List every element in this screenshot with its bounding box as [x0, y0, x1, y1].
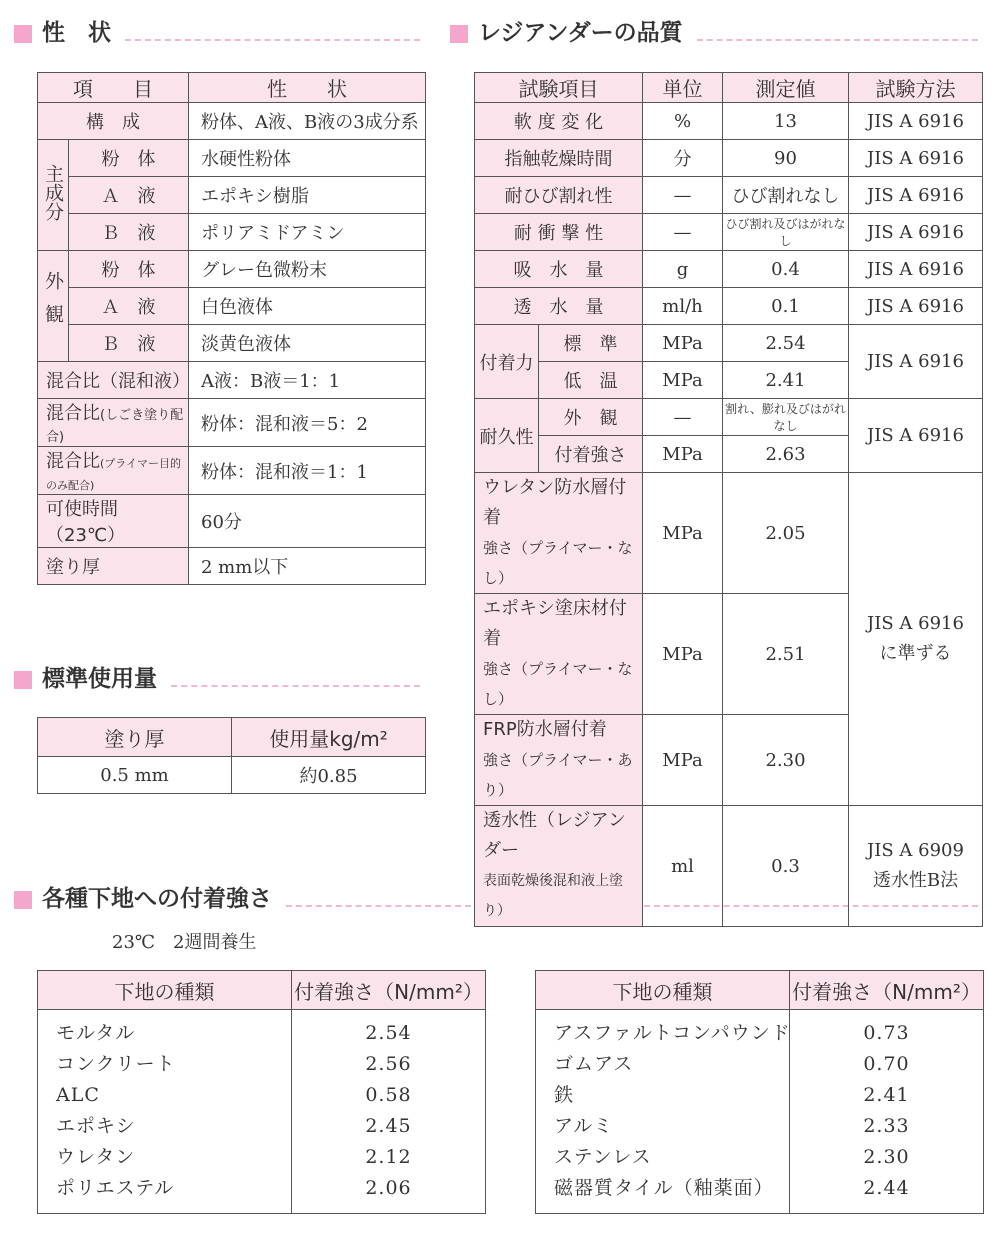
test-item: 透 水 量 — [475, 288, 643, 325]
substrate-list — [536, 1010, 790, 1214]
pink-square-icon — [14, 891, 32, 909]
table-header-row — [38, 73, 426, 103]
header-strength: 付着強さ（N/mm²） — [292, 971, 486, 1010]
table-row — [475, 806, 983, 927]
table-row — [475, 177, 983, 214]
list-item: モルタル — [56, 1022, 136, 1044]
list-item: エポキシ — [56, 1115, 136, 1137]
test-item: 透水性（レジアンダー 表面乾燥後混和液上塗り） — [475, 806, 643, 927]
table-row — [475, 399, 983, 436]
unit: MPa — [643, 473, 723, 594]
test-item: エポキシ塗床材付着 強さ（プライマー・なし） — [475, 594, 643, 715]
unit: % — [643, 103, 723, 140]
list-value: 0.58 — [365, 1084, 412, 1106]
strength-list — [790, 1010, 984, 1214]
header-item: 試験項目 — [475, 73, 643, 103]
value: 2.63 — [723, 436, 849, 473]
list-item: ステンレス — [554, 1146, 652, 1168]
method: JIS A 6916 — [849, 103, 983, 140]
table-row — [38, 447, 426, 495]
header-substrate: 下地の種類 — [38, 971, 292, 1010]
row-label: 粉 体 — [69, 251, 189, 288]
header-substrate: 下地の種類 — [536, 971, 790, 1010]
list-value: 2.54 — [365, 1022, 412, 1044]
header-value: 測定値 — [723, 73, 849, 103]
value: 2.54 — [723, 325, 849, 362]
row-value: 淡黄色液体 — [189, 325, 426, 362]
header-item: 項 目 — [38, 73, 189, 103]
unit: — — [643, 177, 723, 214]
unit: MPa — [643, 325, 723, 362]
list-value: 2.30 — [863, 1146, 910, 1168]
list-value: 2.56 — [365, 1053, 412, 1075]
value: 0.4 — [723, 251, 849, 288]
quality-table — [474, 72, 983, 927]
list-value: 2.41 — [863, 1084, 910, 1106]
list-value: 2.12 — [365, 1146, 412, 1168]
row-label: Ｂ 液 — [69, 325, 189, 362]
row-value: ポリアミドアミン — [189, 214, 426, 251]
list-item: ポリエステル — [56, 1177, 175, 1199]
unit: — — [643, 399, 723, 436]
header-unit: 単位 — [643, 73, 723, 103]
table-row — [38, 177, 426, 214]
method: JIS A 6916 — [849, 399, 983, 473]
list-item: ゴムアス — [554, 1053, 634, 1075]
mix3-value: 粉体：混和液＝1：1 — [189, 447, 426, 495]
potlife-value: 60分 — [189, 495, 426, 548]
list-value: 0.73 — [863, 1022, 910, 1044]
pink-square-icon — [14, 25, 32, 43]
header-prop: 性 状 — [189, 73, 426, 103]
table-row — [38, 214, 426, 251]
test-item: 低 温 — [539, 362, 643, 399]
test-item: 標 準 — [539, 325, 643, 362]
list-item: 鉄 — [554, 1084, 575, 1106]
unit: ml/h — [643, 288, 723, 325]
value: 0.3 — [723, 806, 849, 927]
table-row — [38, 362, 426, 399]
table-header-row — [38, 971, 486, 1010]
list-item: ウレタン — [56, 1146, 136, 1168]
row-value: 白色液体 — [189, 288, 426, 325]
usage-table — [37, 717, 426, 794]
unit: MPa — [643, 715, 723, 806]
row-value: グレー色微粉末 — [189, 251, 426, 288]
value: 割れ、膨れ及びはがれなし — [723, 399, 849, 436]
table-row — [38, 495, 426, 548]
table-header-row — [536, 971, 984, 1010]
row-label: 粉 体 — [69, 140, 189, 177]
pink-square-icon — [450, 25, 468, 43]
substrate-list — [38, 1010, 292, 1214]
table-header-row — [475, 73, 983, 103]
mix1-label: 混合比（混和液） — [38, 362, 189, 399]
appearance-group-label: 外観 — [38, 251, 69, 362]
value: 13 — [723, 103, 849, 140]
value: 2.51 — [723, 594, 849, 715]
value: ひび割れなし — [723, 177, 849, 214]
row-label: Ａ 液 — [69, 177, 189, 214]
table-row — [38, 548, 426, 585]
method: JIS A 6916 — [849, 288, 983, 325]
pink-square-icon — [14, 671, 32, 689]
table-row — [536, 1010, 984, 1214]
test-item: 指触乾燥時間 — [475, 140, 643, 177]
table-row — [475, 251, 983, 288]
row-value: 水硬性粉体 — [189, 140, 426, 177]
unit: MPa — [643, 594, 723, 715]
table-row — [38, 325, 426, 362]
curing-condition: 23℃ 2週間養生 — [112, 932, 257, 953]
table-row — [475, 140, 983, 177]
mix2-value: 粉体：混和液＝5：2 — [189, 399, 426, 447]
mix1-value: A液：B液＝1：1 — [189, 362, 426, 399]
mix3-label: 混合比(プライマー目的のみ配合) — [38, 447, 189, 495]
test-item: FRP防水層付着 強さ（プライマー・あり） — [475, 715, 643, 806]
table-row — [38, 140, 426, 177]
method: JIS A 6916 に準ずる — [849, 473, 983, 806]
properties-table — [37, 72, 426, 585]
thickness-label: 塗り厚 — [38, 548, 189, 585]
adhesion-table-left — [37, 970, 486, 1214]
value: 2.05 — [723, 473, 849, 594]
table-row — [38, 1010, 486, 1214]
value: 2.30 — [723, 715, 849, 806]
adhesion-title: 各種下地への付着強さ — [42, 886, 272, 912]
table-row — [38, 757, 426, 794]
method: JIS A 6909 透水性B法 — [849, 806, 983, 927]
test-item: 耐 衝 撃 性 — [475, 214, 643, 251]
value: ひび割れ及びはがれなし — [723, 214, 849, 251]
table-header-row — [38, 718, 426, 757]
test-item: 軟 度 変 化 — [475, 103, 643, 140]
header-amount: 使用量kg/m² — [232, 718, 426, 757]
quality-title: レジアンダーの品質 — [478, 20, 683, 46]
dashed-rule — [171, 685, 420, 687]
list-value: 2.06 — [365, 1177, 412, 1199]
dashed-rule — [697, 39, 978, 41]
strength-list — [292, 1010, 486, 1214]
usage-title: 標準使用量 — [42, 666, 157, 692]
list-value: 0.70 — [863, 1053, 910, 1075]
test-item: ウレタン防水層付着 強さ（プライマー・なし） — [475, 473, 643, 594]
value: 0.1 — [723, 288, 849, 325]
adhesion-group-label: 付着力 — [475, 325, 539, 399]
adhesion-table-right — [535, 970, 984, 1214]
method: JIS A 6916 — [849, 325, 983, 399]
table-row — [475, 103, 983, 140]
list-value: 2.45 — [365, 1115, 412, 1137]
usage-heading — [14, 660, 420, 693]
table-row — [475, 325, 983, 362]
thickness-value: 2 mm以下 — [189, 548, 426, 585]
unit: — — [643, 214, 723, 251]
properties-title: 性 状 — [42, 20, 111, 46]
header-method: 試験方法 — [849, 73, 983, 103]
method: JIS A 6916 — [849, 251, 983, 288]
list-item: ALC — [56, 1084, 100, 1106]
list-item: アルミ — [554, 1115, 614, 1137]
mix2-label: 混合比(しごき塗り配合) — [38, 399, 189, 447]
table-row — [475, 288, 983, 325]
table-row — [38, 251, 426, 288]
table-row — [38, 103, 426, 140]
row-value: エポキシ樹脂 — [189, 177, 426, 214]
header-strength: 付着強さ（N/mm²） — [790, 971, 984, 1010]
list-item: 磁器質タイル（釉薬面） — [554, 1177, 774, 1199]
potlife-label: 可使時間（23℃） — [38, 495, 189, 548]
list-item: コンクリート — [56, 1053, 176, 1075]
method: JIS A 6916 — [849, 177, 983, 214]
unit: 分 — [643, 140, 723, 177]
list-item: アスファルトコンパウンド — [554, 1022, 791, 1044]
test-item: 耐ひび割れ性 — [475, 177, 643, 214]
main-group-label: 主成分 — [38, 140, 69, 251]
method: JIS A 6916 — [849, 140, 983, 177]
table-row — [38, 288, 426, 325]
value: 2.41 — [723, 362, 849, 399]
test-item: 外 観 — [539, 399, 643, 436]
quality-heading — [450, 14, 978, 47]
unit: MPa — [643, 436, 723, 473]
header-thickness: 塗り厚 — [38, 718, 232, 757]
table-row — [38, 399, 426, 447]
test-item: 付着強さ — [539, 436, 643, 473]
composition-value: 粉体、A液、B液の3成分系 — [189, 103, 426, 140]
amount-value: 約0.85 — [232, 757, 426, 794]
dashed-rule — [125, 39, 420, 41]
test-item: 吸 水 量 — [475, 251, 643, 288]
properties-heading — [14, 14, 420, 47]
durability-group-label: 耐久性 — [475, 399, 539, 473]
list-value: 2.33 — [863, 1115, 910, 1137]
row-label: Ａ 液 — [69, 288, 189, 325]
thickness-value: 0.5 mm — [38, 757, 232, 794]
row-label: Ｂ 液 — [69, 214, 189, 251]
unit: MPa — [643, 362, 723, 399]
unit: g — [643, 251, 723, 288]
unit: ml — [643, 806, 723, 927]
value: 90 — [723, 140, 849, 177]
list-value: 2.44 — [863, 1177, 910, 1199]
method: JIS A 6916 — [849, 214, 983, 251]
table-row — [475, 473, 983, 594]
composition-label: 構 成 — [38, 103, 189, 140]
table-row — [475, 214, 983, 251]
